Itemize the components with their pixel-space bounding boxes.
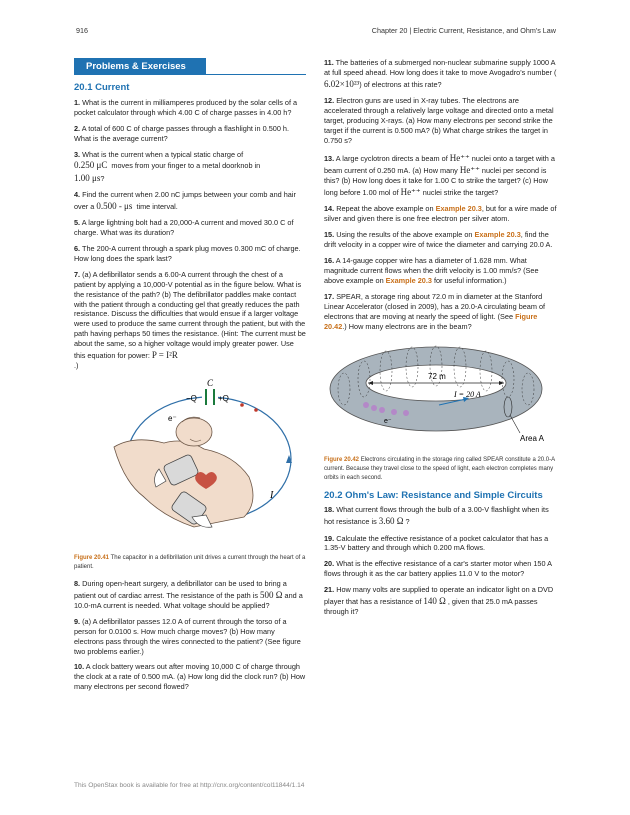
math-power: P = I²R <box>151 350 178 361</box>
neg-charge-label: −Q <box>186 394 197 404</box>
problem-9: 9. (a) A defibrillator passes 12.0 A of current through the torso of a person for 0.0100 s. How much charge moves? (b) How many electrons pass through the wires connected to the patient? (See figure two problems earlier.) <box>74 616 301 656</box>
problem-3: 3. What is the current when a typical static charge of 0.250 μC moves from your finger to a metal doorknob in 1.00 μs? <box>74 149 261 183</box>
problem-11: 11. The batteries of a submerged non-nuclear submarine supply 1000 A at full speed ahead. How long does it take to move Avogadro's number ( 6.02×10²³) of electrons at this rate? <box>324 58 557 89</box>
diameter-label: 72 m <box>428 372 446 382</box>
problem-17: 17. SPEAR, a storage ring about 72.0 m in diameter at the Stanford Linear Accelerator (closed in 2009), has a 20.0-A circulating beam of electrons that are moving at nearly the speed of light. (See Figure 20.42.) How many electrons are in the beam? <box>324 291 546 331</box>
problem-15: 15. Using the results of the above example on Example 20.3, find the drift velocity in a copper wire of twice the diameter and carrying 20.0 A. <box>324 230 553 250</box>
electron-dot <box>254 409 258 413</box>
left-column <box>74 58 306 698</box>
example-link[interactable]: Example 20.3 <box>435 204 482 214</box>
section-heading-current: 20.1 Current <box>74 82 130 93</box>
problem-14: 14. Repeat the above example on Example 20.3, but for a wire made of silver and given there is one free electron per silver atom. <box>324 204 557 224</box>
pos-charge-label: +Q <box>218 394 229 404</box>
problem-8: 8. During open-heart surgery, a defibrillator can be used to bring a patient out of cardiac arrest. The resistance of the path is 500 Ω and a 10.0-mA current is needed. What voltage should be applied? <box>74 578 303 610</box>
problem-16: 16. A 14-gauge copper wire has a diameter of 1.628 mm. What magnitude current flows when the drift velocity is 1.00 mm/s? (See above example on Example 20.3 for useful information.) <box>324 256 539 285</box>
page-number: 916 <box>76 26 88 35</box>
problem-13: 13. A large cyclotron directs a beam of He⁺⁺ nuclei onto a target with a beam current of 0.250 mA. (a) How many He⁺⁺ nuclei per second is this? (b) How long does it take for 1.00 C to strike the target? (c) How long before 1.00 mol of He⁺⁺ nuclei strike the target? <box>324 152 555 198</box>
math-charge: 0.250 μC <box>74 160 108 171</box>
problem-2: 2. A total of 600 C of charge passes through a flashlight in 0.500 h. What is the average current? <box>74 123 290 143</box>
figure-41-caption: Figure 20.41 The capacitor in a defibrillation unit drives a current through the heart of a patient. <box>74 555 306 571</box>
problem-21: 21. How many volts are supplied to operate an indicator light on a DVD player that has a resistance of 140 Ω , given that 25.0 mA passes through it? <box>324 585 554 617</box>
figure-42-caption: Figure 20.42 Electrons circulating in the storage ring called SPEAR constitute a 20.0-A current. Because they travel close to the speed of light, each electron completes many orbits in each second. <box>324 457 555 481</box>
problem-7: 7. (a) A defibrillator sends a 6.00-A current through the chest of a patient by applying a 10,000-V potential as in the figure below. What is the resistance of the path? (b) The defibrillator paddles make contact with the patient through a conducting gel that greatly reduces the path resistance. Discuss the difficulties that would ensue if a larger voltage were used to produce the same current through the patient, but with the path having perhaps 50 times the resistance. (Hint: The current must be about the same, so a higher voltage would imply greater power. Use this equation for power: P = I²R .) <box>74 269 306 371</box>
beam-electron <box>371 405 377 411</box>
problem-1: 1. What is the current in milliamperes produced by the solar cells of a pocket calculator through which 4.00 C of charge passes in 4.00 h? <box>74 97 298 117</box>
beam-electron-label: e⁻ <box>384 418 392 426</box>
right-column <box>324 58 558 623</box>
spear-ring-illustration <box>324 337 558 449</box>
problem-5: 5. A large lightning bolt had a 20,000-A current and moved 30.0 C of charge. What was its duration? <box>74 218 294 238</box>
problem-19: 19. Calculate the effective resistance of a pocket calculator that has a 1.35-V battery and through which 0.200 mA flows. <box>324 533 549 553</box>
electron-label: e⁻ <box>168 414 177 424</box>
banner-rule <box>74 74 306 75</box>
problems-banner: Problems & Exercises <box>74 58 206 75</box>
math-time: 1.00 μs <box>74 172 101 183</box>
problem-6: 6. The 200-A current through a spark plug moves 0.300 mC of charge. How long does the spark last? <box>74 243 301 263</box>
figure-20-41 <box>74 377 306 552</box>
chapter-header: Chapter 20 | Electric Current, Resistance, and Ohm's Law <box>371 26 556 35</box>
electron-dot <box>240 404 244 408</box>
problem-4: 4. Find the current when 2.00 nC jumps between your comb and hair over a 0.500 - μs time interval. <box>74 189 296 211</box>
beam-electron <box>363 402 369 408</box>
example-link[interactable]: Example 20.3 <box>385 275 432 285</box>
example-link[interactable]: Example 20.3 <box>474 230 521 240</box>
area-label: Area A <box>520 434 545 444</box>
beam-electron <box>379 407 385 413</box>
problem-12: 12. Electron guns are used in X-ray tubes. The electrons are accelerated through a relatively large voltage and directed onto a metal target, producing X-rays. (a) How many electrons per second strike the target if the current is 0.500 mA? (b) What charge strikes the target in 0.750 s? <box>324 96 554 145</box>
section-heading-ohms-law: 20.2 Ohm's Law: Resistance and Simple Circuits <box>324 489 543 501</box>
problem-10: 10. A clock battery wears out after moving 10,000 C of charge through the clock at a rate of 0.500 mA. (a) How long did the clock run? (b) How many electrons per second flowed? <box>74 662 306 692</box>
page-footer: This OpenStax book is available for free at http://cnx.org/content/col11844/1.14 <box>74 782 305 789</box>
current-label: I <box>270 490 274 502</box>
defibrillator-illustration <box>74 377 306 547</box>
problem-20: 20. What is the effective resistance of a car's starter motor when 150 A flows through it as the car battery applies 11.0 V to the motor? <box>324 559 552 579</box>
figure-20-42 <box>324 337 558 454</box>
patient-head <box>176 418 212 446</box>
problem-18: 18. What current flows through the bulb of a 3.00-V flashlight when its hot resistance is 3.60 Ω ? <box>324 505 549 527</box>
beam-electron <box>403 410 409 416</box>
beam-current-label: I = 20 A <box>454 390 481 400</box>
figure-link[interactable]: Figure 20.42 <box>324 311 538 331</box>
beam-electron <box>391 409 397 415</box>
capacitor-label: C <box>207 378 214 389</box>
